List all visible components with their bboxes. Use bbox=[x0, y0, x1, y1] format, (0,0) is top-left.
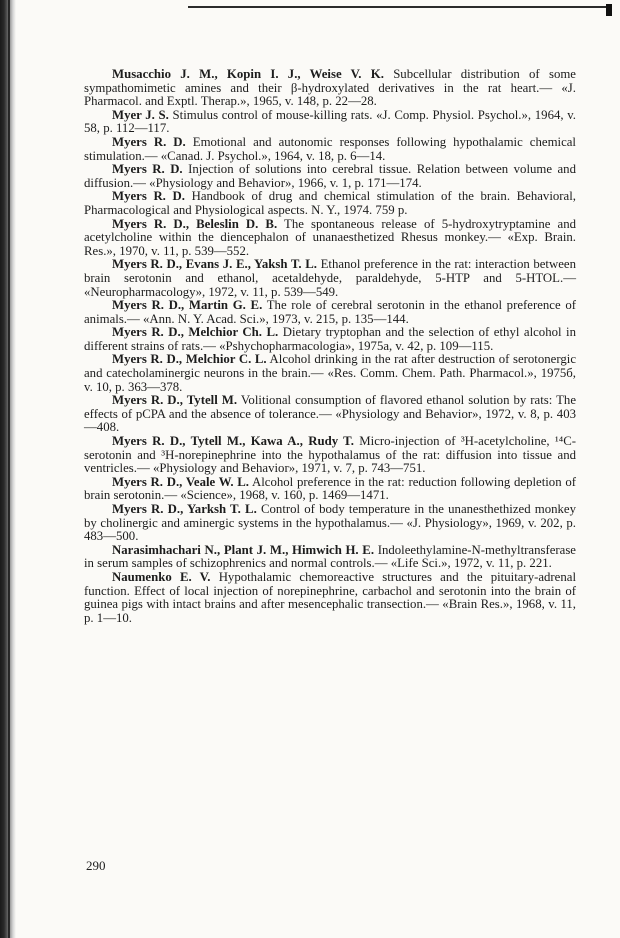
reference-text: Stimulus control of mouse-killing rats. «J. Comp. Physiol. Psychol.», 1964, v. 58, p. 112—117. bbox=[84, 107, 576, 136]
top-corner-mark bbox=[606, 4, 612, 16]
reference-author: Myers R. D. bbox=[112, 134, 186, 149]
reference-author: Myers R. D., Melchior C. L. bbox=[112, 352, 267, 367]
reference-text: Injection of solutions into cerebral tissue. Relation between volume and diffusion.— «Physiology and Behavior», 1966, v. 1, p. 171—174. bbox=[84, 162, 576, 190]
reference-text: The spontaneous release of 5-hydroxytryptamine and acetylcholine within the diencephalon of unanaesthetized Rhesus monkey.— «Exp. Brain. Res.», 1970, v. 11, p. 539—552. bbox=[84, 216, 576, 258]
reference-text: Hypothalamic chemoreactive structures and the pituitary-adrenal function. Effect of local injection of norepinephrine, carbachol and serotonin into the brain of guinea pigs with intact brains and after mesencephalic transection.— «Brain Res.», 1968, v. 11, p. 1—10. bbox=[84, 569, 577, 625]
reference-entry bbox=[84, 503, 576, 544]
bibliography-body bbox=[84, 68, 576, 625]
reference-entry bbox=[84, 258, 576, 299]
reference-entry bbox=[84, 476, 576, 503]
reference-text: Dietary tryptophan and the selection of ethyl alcohol in different strains of rats.— «Pshychopharmacologia», 1975a, v. 42, p. 109—115. bbox=[84, 325, 577, 353]
reference-entry bbox=[84, 394, 576, 435]
reference-text: Ethanol preference in the rat: interaction between brain serotonin and ethanol, acetaldehyde, paraldehyde, 5-HTP and 5-HTOL.— «Neuropharmacology», 1972, v. 11, p. 539—549. bbox=[84, 257, 576, 299]
reference-text: Control of body temperature in the unanesthethized monkey by cholinergic and aminergic systems in the hypothalamus.— «J. Physiology», 1969, v. 202, p. 483—500. bbox=[84, 502, 577, 544]
reference-text: Alcohol drinking in the rat after destruction of serotonergic and catecholaminergic neurons in the brain.— «Res. Comm. Chem. Path. Pharmacol.», 1975б, v. 10, p. 363—378. bbox=[84, 352, 576, 394]
reference-entry bbox=[84, 435, 576, 476]
reference-text: Alcohol preference in the rat: reduction following depletion of brain serotonin.— «Science», 1968, v. 160, p. 1469—1471. bbox=[84, 474, 576, 503]
reference-text: Emotional and autonomic responses following hypothalamic chemical stimulation.— «Canad. J. Psychol.», 1964, v. 18, p. 6—14. bbox=[84, 134, 576, 163]
reference-author: Myers R. D., Tytell M., Kawa A., Rudy T. bbox=[112, 434, 354, 449]
reference-entry bbox=[84, 136, 576, 163]
top-scan-rule bbox=[188, 6, 608, 8]
page-number: 290 bbox=[86, 858, 106, 873]
reference-entry bbox=[84, 299, 576, 326]
reference-entry bbox=[84, 218, 576, 259]
reference-entry bbox=[84, 68, 576, 109]
reference-author: Myers R. D., Yarksh T. L. bbox=[112, 502, 257, 516]
reference-entry bbox=[84, 163, 576, 190]
reference-author: Myers R. D., Evans J. E., Yaksh T. L. bbox=[112, 257, 317, 272]
reference-text: The role of cerebral serotonin in the ethanol preference of animals.— «Ann. N. Y. Acad. Sci.», 1973, v. 215, p. 135—144. bbox=[84, 298, 577, 326]
reference-author: Myers R. D., Martin G. E. bbox=[112, 298, 263, 313]
reference-text: Volitional consumption of flavored ethanol solution by rats: The effects of pCPA and the absence of tolerance.— «Physiology and Behavior», 1972, v. 8, p. 403—408. bbox=[84, 393, 577, 435]
reference-text: Handbook of drug and chemical stimulation of the brain. Behavioral, Pharmacological and Physiological aspects. N. Y., 1974. 759 p. bbox=[84, 189, 576, 217]
reference-author: Myers R. D., Tytell M. bbox=[112, 393, 238, 408]
reference-author: Myer J. S. bbox=[112, 107, 169, 122]
reference-entry bbox=[84, 571, 576, 625]
reference-author: Myers R. D., Veale W. L. bbox=[112, 474, 249, 489]
reference-author: Myers R. D., Beleslin D. B. bbox=[112, 216, 278, 231]
reference-entry bbox=[84, 190, 576, 217]
reference-author: Myers R. D. bbox=[112, 189, 185, 204]
reference-entry bbox=[84, 326, 576, 353]
reference-text: Indoleethylamine-N-methyltransferase in serum samples of schizophrenics and normal controls.— «Life Sci.», 1972, v. 11, p. 221. bbox=[84, 542, 576, 571]
reference-text: Subcellular distribution of some sympathomimetic amines and their β-hydroxylated derivatives in the rat heart.— «J. Pharmacol. and Exptl. Therap.», 1965, v. 148, p. 22—28. bbox=[84, 67, 576, 109]
reference-author: Myers R. D. bbox=[112, 162, 183, 177]
reference-author: Musacchio J. M., Kopin I. J., Weise V. K. bbox=[112, 67, 384, 81]
binding-shadow-line bbox=[8, 0, 10, 938]
reference-author: Naumenko E. V. bbox=[112, 569, 211, 584]
reference-entry bbox=[84, 109, 576, 136]
reference-text: Micro-injection of ³H-acetylcholine, ¹⁴C-serotonin and ³H-norepinephrine into the hypothalamus of the rat: diffusion into tissue and ventricles.— «Physiology and Behavior», 1971, v. 7, p. 743—751. bbox=[84, 434, 576, 476]
reference-entry bbox=[84, 353, 576, 394]
reference-author: Myers R. D., Melchior Ch. L. bbox=[112, 325, 279, 340]
reference-author: Narasimhachari N., Plant J. M., Himwich H. E. bbox=[112, 542, 375, 557]
reference-entry bbox=[84, 544, 576, 571]
